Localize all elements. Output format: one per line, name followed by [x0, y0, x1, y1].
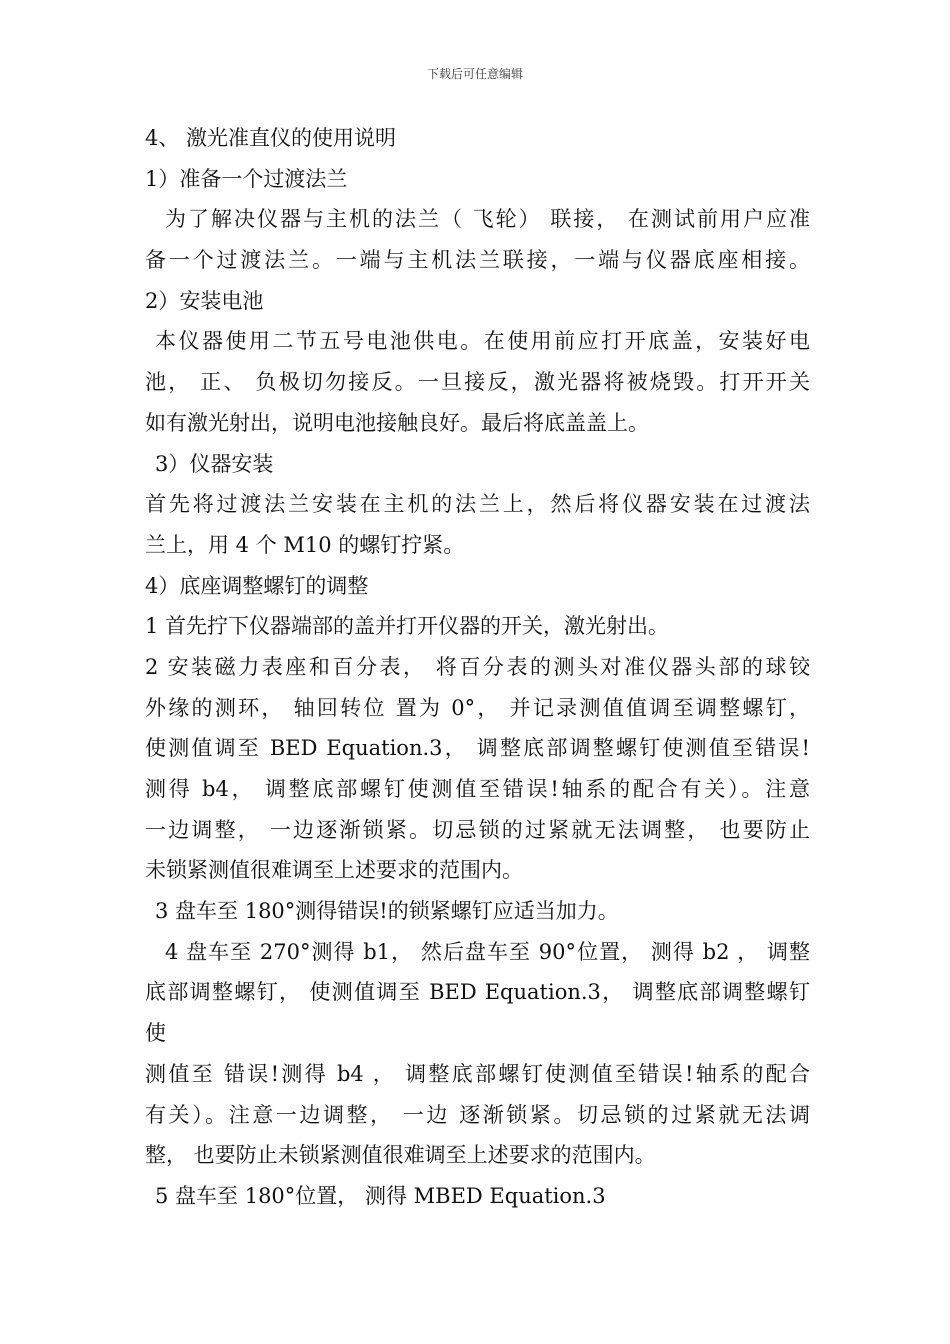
text-line: 5 盘车至 180°位置， 测得 MBED Equation.3 — [155, 1183, 606, 1208]
text-line: 测得 b4， 调整底部螺钉使测值至错误!轴系的配合有关）。注意 — [145, 777, 810, 801]
text-line: 2 安装磁力表座和百分表， 将百分表的测头对准仪器头部的球铰 — [145, 654, 810, 679]
text-line: 3 盘车至 180°测得错误!的锁紧螺钉应适当加力。 — [155, 899, 619, 924]
text-line: 4 盘车至 270°测得 b1， 然后盘车至 90°位置， 测得 b2 ， 调整 — [165, 939, 810, 964]
document-body — [145, 118, 810, 1217]
text-line: 3）仪器安装 — [155, 451, 274, 476]
text-line: 1）准备一个过渡法兰 — [145, 166, 348, 191]
text-line: 使测值调至 BED Equation.3， 调整底部调整螺钉使测值至错误! — [145, 736, 810, 761]
text-line: 整， 也要防止未锁紧测值很难调至上述要求的范围内。 — [145, 1143, 656, 1168]
text-line: 2）安装电池 — [145, 288, 264, 313]
text-line: 底部调整螺钉， 使测值调至 BED Equation.3， 调整底部调整螺钉 — [145, 980, 810, 1005]
page-header-note: 下载后可任意编辑 — [426, 67, 523, 81]
text-line: 一边调整， 一边逐渐锁紧。切忌锁的过紧就无法调整， 也要防止 — [145, 817, 810, 842]
text-line: 4、 激光准直仪的使用说明 — [145, 126, 397, 150]
text-line: 兰上，用 4 个 M10 的螺钉拧紧。 — [145, 532, 465, 557]
text-line: 外缘的测环， 轴回转位 置为 0°， 并记录测值值调至调整螺钉， — [145, 695, 810, 720]
text-line: 池， 正、 负极切勿接反。一旦接反，激光器将被烧毁。打开开关 — [145, 370, 810, 395]
text-line: 测值至 错误!测得 b4 ， 调整底部螺钉使测值至错误!轴系的配合 — [145, 1061, 810, 1086]
text-line: 未锁紧测值很难调至上述要求的范围内。 — [145, 858, 523, 883]
text-line: 4）底座调整螺钉的调整 — [145, 573, 369, 598]
text-line: 如有激光射出，说明电池接触良好。最后将底盖盖上。 — [145, 410, 649, 435]
text-line: 备一个过渡法兰。一端与主机法兰联接，一端与仪器底座相接。 — [145, 248, 810, 273]
text-line: 有关）。注意一边调整， 一边 逐渐锁紧。切忌锁的过紧就无法调 — [145, 1102, 810, 1127]
text-line: 1 首先拧下仪器端部的盖并打开仪器的开关，激光射出。 — [145, 614, 670, 639]
text-line: 使 — [145, 1021, 166, 1046]
text-line: 为了解决仪器与主机的法兰（ 飞轮） 联接， 在测试前用户应准 — [165, 207, 810, 232]
text-line: 首先将过渡法兰安装在主机的法兰上，然后将仪器安装在过渡法 — [145, 492, 810, 517]
text-line: 本仪器使用二节五号电池供电。在使用前应打开底盖，安装好电 — [155, 329, 810, 354]
